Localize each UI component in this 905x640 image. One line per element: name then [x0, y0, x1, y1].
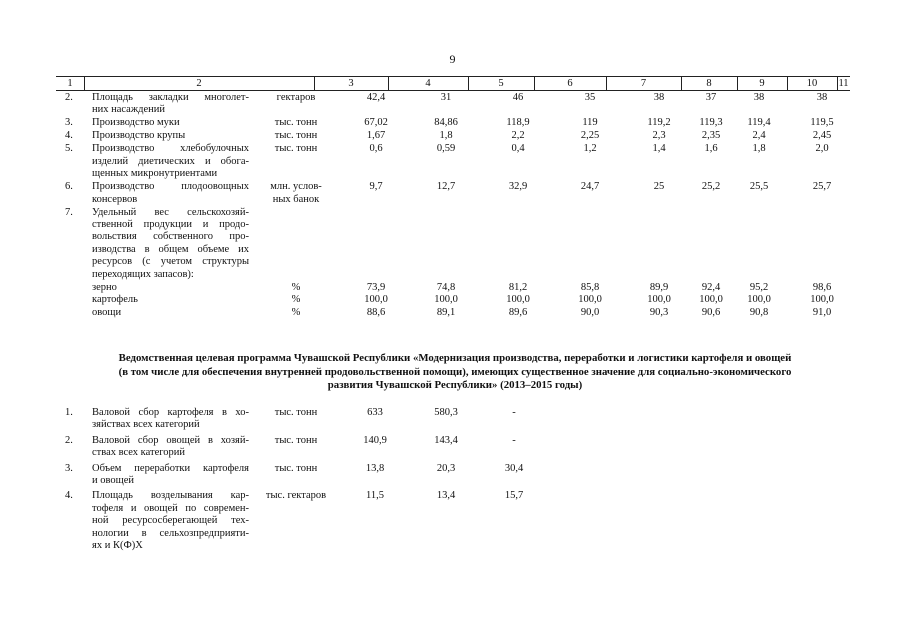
value-cell: 633 [367, 407, 383, 418]
value-cell: 73,9 [366, 282, 386, 294]
value-cell: 32,9 [508, 181, 528, 193]
row-number: 4. [65, 490, 73, 502]
unit-line: тыс. тонн [274, 462, 318, 474]
value-cell: 119,5 [810, 117, 834, 129]
header-cell: 3 [348, 78, 354, 89]
header-cell: 8 [706, 78, 712, 89]
value-cell: 89,6 [508, 306, 528, 318]
unit-line: гектаров [276, 92, 316, 103]
unit-line: тыс. тонн [274, 143, 318, 155]
value-cell: 1,8 [439, 130, 453, 142]
header-cell: 2 [196, 78, 202, 89]
value-cell: - [512, 407, 516, 418]
value-cell: 100,0 [647, 294, 671, 306]
value-cell: 119,2 [647, 117, 671, 129]
value-cell: 100,0 [506, 294, 530, 306]
row-name-line: переходящих запасов): [92, 268, 194, 280]
value-cell: 12,7 [436, 181, 456, 193]
row-name-line: тофеля и овощей по современ- [92, 502, 249, 514]
header-cell: 10 [806, 78, 818, 89]
value-cell: 2,0 [815, 143, 829, 155]
value-cell: 42,4 [366, 92, 386, 103]
value-cell: 1,4 [652, 143, 666, 155]
row-number: 4. [65, 130, 73, 142]
row-name-line: ресурсов (с учетом структуры [92, 256, 249, 268]
row-name-line: щенных микронутриентами [92, 168, 218, 180]
row-name-line: нологии в сельхозпредприяти- [92, 527, 249, 539]
section-title-line: развития Чувашской Республики» (2013–2015 годы) [327, 379, 583, 391]
header-cell: 5 [498, 78, 504, 89]
value-cell: 0,59 [436, 143, 456, 155]
row-name-line: Валовой сбор картофеля в хо- [92, 407, 249, 418]
row-name-line: Производство муки [92, 117, 180, 129]
row-number: 2. [65, 92, 73, 103]
value-cell: 67,02 [364, 117, 388, 129]
row-name-line: изделий диетических и обога- [92, 155, 249, 167]
unit-line: млн. услов- [270, 181, 322, 193]
value-cell: 25,7 [812, 181, 832, 193]
row-name-line: ствах всех категорий [92, 447, 186, 459]
value-cell: 92,4 [701, 282, 721, 294]
value-cell: 25,2 [701, 181, 721, 193]
value-cell: 90,0 [580, 306, 600, 318]
row-name-line: Производство плодоовощных [92, 181, 249, 193]
section-title-line: Ведомственная целевая программа Чувашской Республики «Модернизация производства, переработки и логистики картофеля и овощей [118, 352, 792, 364]
value-cell: 2,3 [652, 130, 666, 142]
row-name-line: Площадь возделывания кар- [92, 490, 249, 502]
value-cell: 38 [816, 92, 828, 103]
row-number: 1. [65, 407, 73, 418]
row-name-line: и овощей [92, 475, 134, 486]
subrow-unit: % [291, 282, 301, 294]
value-cell: 35 [584, 92, 596, 103]
value-cell: 91,0 [812, 306, 832, 318]
value-cell: 1,2 [583, 143, 597, 155]
value-cell: 100,0 [434, 294, 458, 306]
value-cell: 119,3 [699, 117, 723, 129]
row-name-line: зяйствах всех категорий [92, 419, 200, 431]
subrow-name: зерно [92, 282, 117, 294]
subrow-unit: % [291, 294, 301, 306]
row-name-line: ной ресурсосберегающей тех- [92, 515, 249, 527]
value-cell: 1,67 [366, 130, 386, 142]
row-name-line: консервов [92, 193, 138, 205]
unit-line: тыс. тонн [274, 130, 318, 142]
value-cell: 89,1 [436, 306, 456, 318]
value-cell: 38 [653, 92, 665, 103]
unit-line: тыс. гектаров [265, 490, 327, 502]
header-cell: 7 [640, 78, 647, 89]
value-cell: 30,4 [504, 462, 524, 474]
row-number: 2. [65, 434, 73, 446]
header-cell: 11 [838, 78, 849, 89]
subrow-name: картофель [92, 294, 138, 306]
value-cell: 9,7 [369, 181, 383, 193]
value-cell: 25 [653, 181, 665, 193]
value-cell: 100,0 [364, 294, 388, 306]
value-cell: 37 [705, 92, 717, 103]
row-name-line: изводства в общем объеме их [92, 243, 249, 255]
header-cell: 6 [567, 78, 573, 89]
row-name-line: ях и К(Ф)Х [92, 540, 143, 551]
row-name-line: ственной продукции и продо- [92, 219, 249, 230]
header-cell: 1 [67, 78, 73, 89]
value-cell: 38 [753, 92, 765, 103]
value-cell: 84,86 [434, 117, 458, 129]
value-cell: 140,9 [363, 434, 387, 446]
value-cell: 11,5 [366, 490, 384, 502]
value-cell: 2,35 [701, 130, 721, 142]
section-title [60, 352, 850, 393]
value-cell: 100,0 [578, 294, 602, 306]
value-cell: 13,8 [365, 462, 385, 474]
row-name-line: Площадь закладки многолет- [92, 92, 249, 103]
unit-line: тыс. тонн [274, 117, 318, 129]
row-number: 3. [65, 117, 73, 129]
page-number: 9 [449, 52, 456, 66]
header-cell: 4 [425, 78, 431, 89]
value-cell: 89,9 [649, 282, 669, 294]
value-cell: 0,4 [511, 143, 525, 155]
subrow-unit: % [291, 306, 301, 318]
value-cell: 46 [512, 92, 524, 103]
value-cell: 25,5 [749, 181, 769, 193]
row-number: 6. [65, 181, 73, 193]
value-cell: 119,4 [747, 117, 771, 129]
value-cell: 1,8 [752, 143, 766, 155]
value-cell: 2,25 [580, 130, 600, 142]
value-cell: 81,2 [508, 282, 528, 294]
value-cell: 24,7 [580, 181, 600, 193]
value-cell: 90,3 [649, 306, 669, 318]
value-cell: 90,8 [749, 306, 769, 318]
table-header-row [56, 76, 850, 91]
row-number: 7. [65, 206, 73, 218]
value-cell: 90,6 [701, 306, 721, 318]
value-cell: 88,6 [366, 306, 386, 318]
value-cell: 85,8 [580, 282, 600, 294]
value-cell: 98,6 [812, 282, 832, 294]
value-cell: 119 [582, 117, 598, 129]
value-cell: 1,6 [704, 143, 718, 155]
value-cell: 20,3 [436, 462, 456, 474]
row-name-line: Удельный вес сельскохозяй- [92, 206, 249, 218]
unit-line: тыс. тонн [274, 434, 318, 446]
section-title-line: (в том числе для обеспечения внутренней продовольственной помощи), имеющих существенное значение для социально-экономического [118, 365, 792, 378]
header-cell: 9 [759, 78, 765, 89]
value-cell: 0,6 [369, 143, 383, 155]
row-name-line: Объем переработки картофеля [92, 462, 249, 474]
value-cell: 95,2 [749, 282, 769, 294]
row-name-line: них насаждений [92, 104, 165, 116]
value-cell: 2,2 [511, 130, 525, 142]
value-cell: 13,4 [436, 490, 456, 502]
value-cell: 2,4 [752, 130, 766, 142]
value-cell: 15,7 [504, 490, 524, 502]
row-name-line: вольствия собственного про- [92, 231, 249, 243]
value-cell: - [512, 434, 516, 446]
unit-line: тыс. тонн [274, 407, 318, 418]
row-number: 5. [65, 143, 73, 155]
value-cell: 74,8 [436, 282, 456, 294]
value-cell: 100,0 [810, 294, 834, 306]
value-cell: 580,3 [434, 407, 458, 418]
value-cell: 100,0 [747, 294, 771, 306]
unit-line: ных банок [272, 193, 320, 205]
row-number: 3. [65, 462, 73, 474]
value-cell: 100,0 [699, 294, 723, 306]
value-cell: 31 [440, 92, 452, 103]
row-name-line: Производство хлебобулочных [92, 143, 249, 155]
value-cell: 143,4 [434, 434, 458, 446]
value-cell: 2,45 [812, 130, 832, 142]
row-name-line: Производство крупы [92, 130, 186, 142]
value-cell: 118,9 [506, 117, 530, 129]
row-name-line: Валовой сбор овощей в хозяй- [92, 434, 249, 446]
subrow-name: овощи [92, 306, 122, 318]
